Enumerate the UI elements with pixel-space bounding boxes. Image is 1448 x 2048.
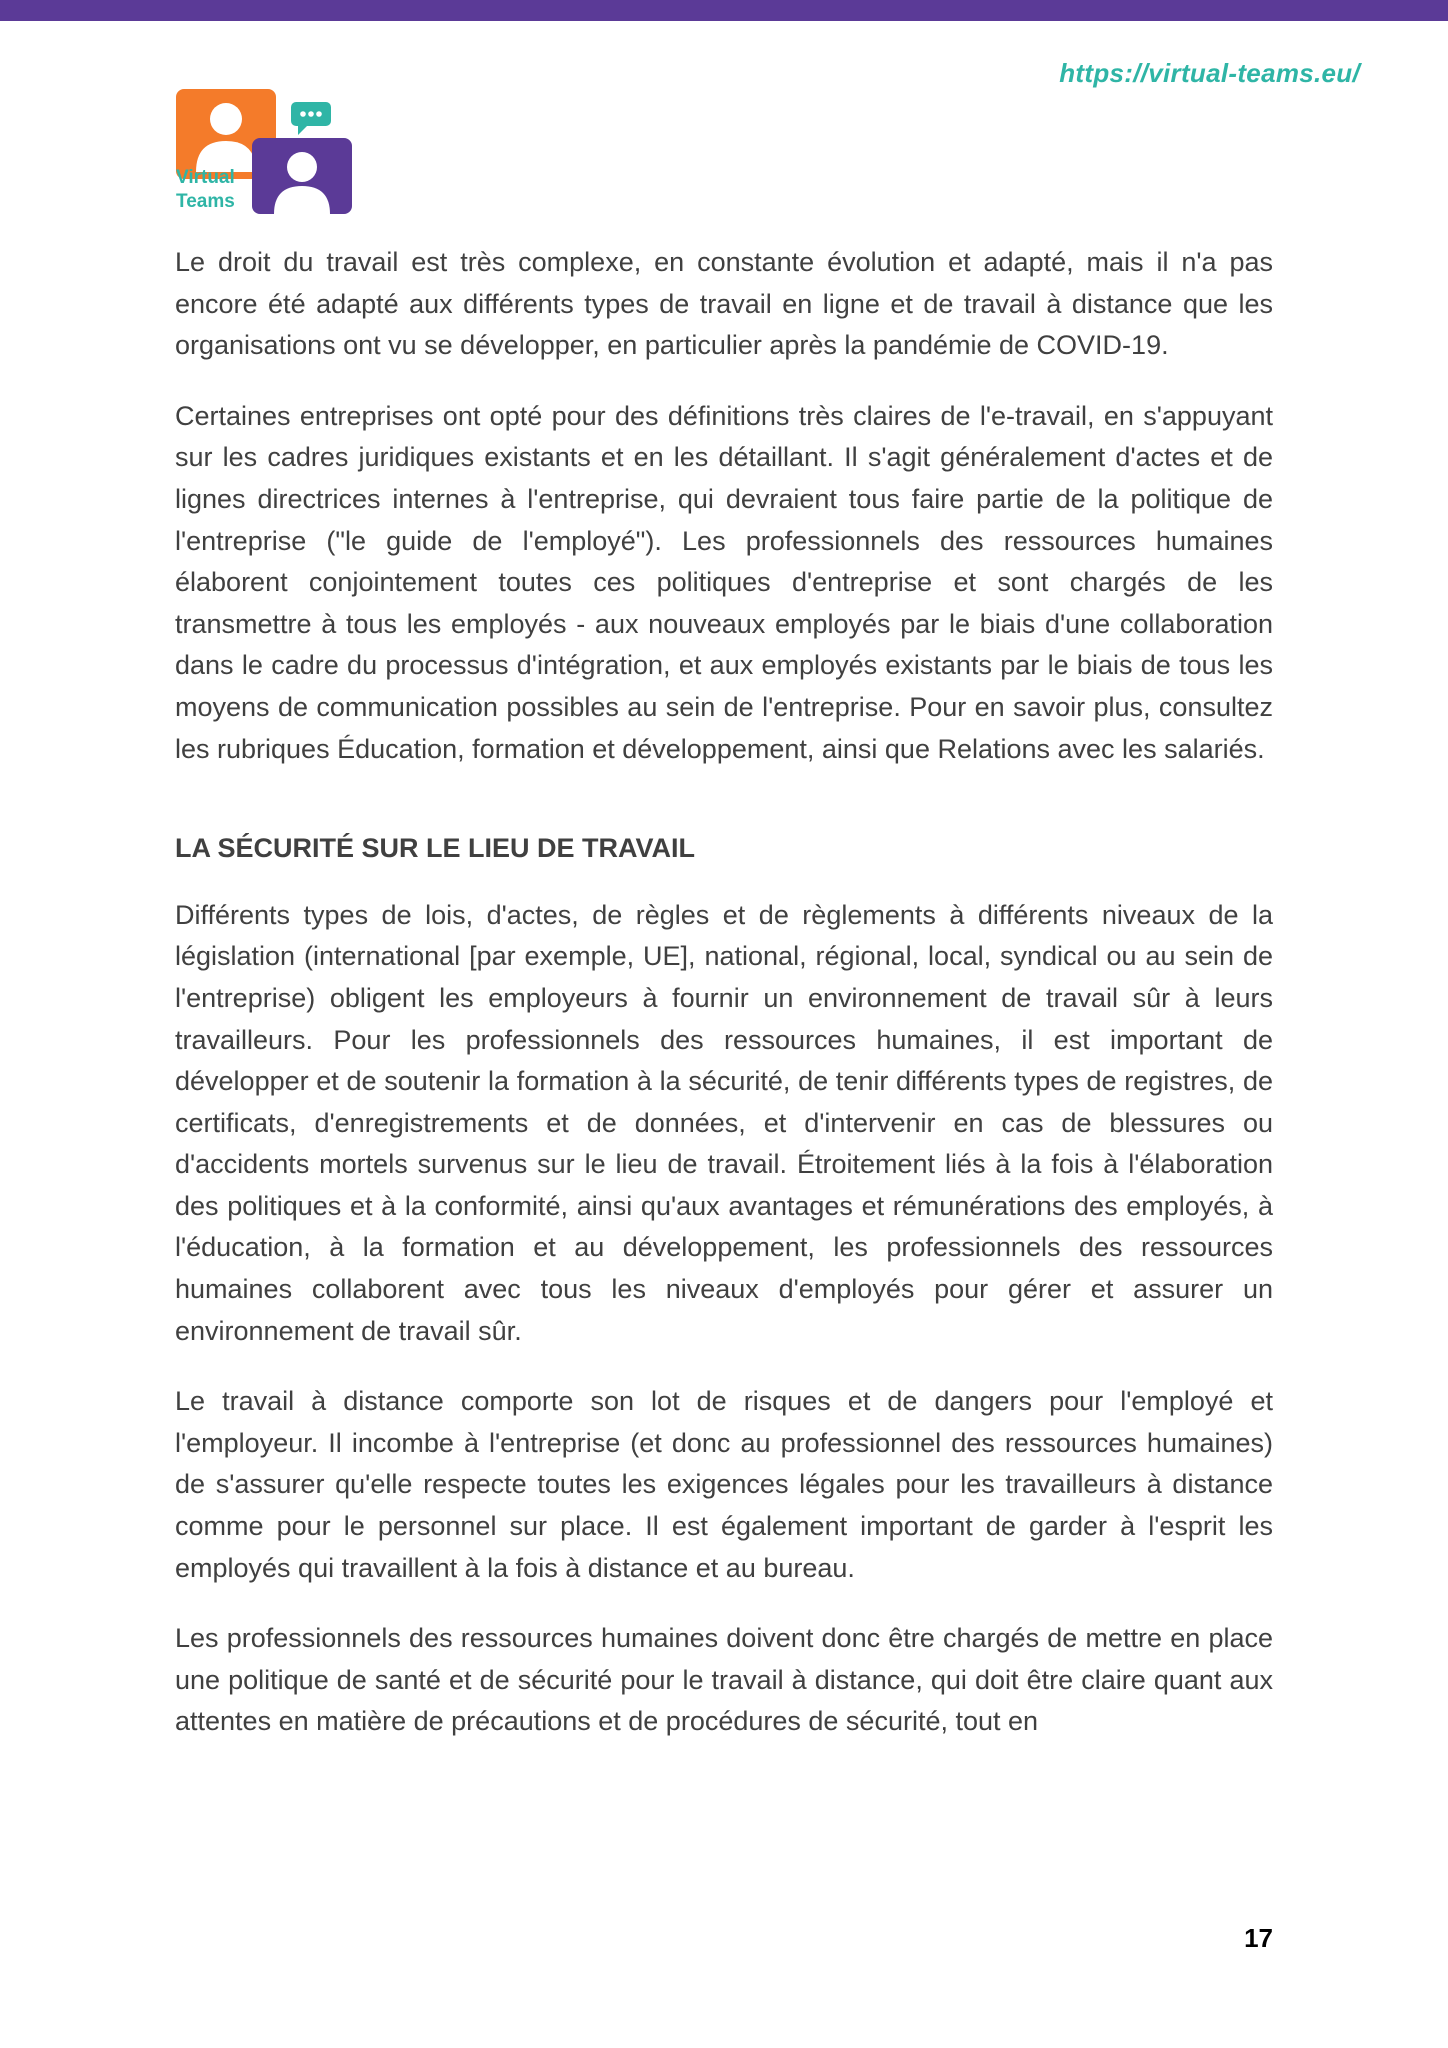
paragraph-health-policy: Les professionnels des ressources humaines doivent donc être chargés de mettre en place une politique de santé et de sécurité pour le travail à distance, qui doit être claire quant aux attentes en matière de précautions et de procédures de sécurité, tout en <box>175 1623 1273 1737</box>
paragraph-company-definitions: Certaines entreprises ont opté pour des définitions très claires de l'e-travail, en s'appuyant sur les cadres juridiques existants et en les détaillant. Il s'agit généralement d'actes et de lignes directrices internes à l'entreprise, qui devraient tous faire partie de la politique de l'entreprise ("le guide de l'employé"). Les professionnels des ressources humaines élaborent conjointement toutes ces politiques d'entreprise et sont chargés de les transmettre à tous les employés - aux nouveaux employés par le biais d'une collaboration dans le cadre du processus d'intégration, et aux employés existants par le biais de tous les moyens de communication possibles au sein de l'entreprise. Pour en savoir plus, consultez les rubriques Éducation, formation et développement, ainsi que Relations avec les salariés. <box>175 400 1273 764</box>
site-url-link[interactable]: https://virtual-teams.eu/ <box>1059 58 1360 88</box>
section-heading-workplace-safety: LA SÉCURITÉ SUR LE LIEU DE TRAVAIL <box>175 833 696 864</box>
logo-text-line1: Virtual <box>176 167 235 188</box>
paragraph-labor-law: Le droit du travail est très complexe, en constante évolution et adapté, mais il n'a pas encore été adapté aux différents types de travail en ligne et de travail à distance que les organisations ont vu se développer, en particulier après la pandémie de COVID-19. <box>175 247 1273 361</box>
paragraph-safety-laws: Différents types de lois, d'actes, de règles et de règlements à différents niveaux de la législation (international [par exemple, UE], national, régional, local, syndical ou au sein de l'entreprise) obligent les employeurs à fournir un environnement de travail sûr à leurs travailleurs. Pour les professionnels des ressources humaines, il est important de développer et de soutenir la formation à la sécurité, de tenir différents types de registres, de certificats, d'enregistrements et de données, et d'intervenir en cas de blessures ou d'accidents mortels survenus sur le lieu de travail. Étroitement liés à la fois à l'élaboration des politiques et à la conformité, ainsi qu'aux avantages et rémunérations des employés, à l'éducation, à la formation et au développement, les professionnels des ressources humaines collaborent avec tous les niveaux d'employés pour gérer et assurer un environnement de travail sûr. <box>175 899 1273 1346</box>
virtual-teams-logo <box>174 86 354 216</box>
chat-bubble-icon <box>291 102 331 135</box>
paragraph-remote-risks: Le travail à distance comporte son lot de risques et de dangers pour l'employé et l'employeur. Il incombe à l'entreprise (et donc au professionnel des ressources humaines) de s'assurer qu'elle respecte toutes les exigences légales pour les travailleurs à distance comme pour le personnel sur place. Il est également important de garder à l'esprit les employés qui travaillent à la fois à distance et au bureau. <box>175 1386 1273 1583</box>
page-number: 17 <box>1244 1923 1273 1953</box>
top-accent-bar <box>0 0 1448 21</box>
document-body <box>175 242 1273 1772</box>
logo-text-line2: Teams <box>176 191 235 212</box>
